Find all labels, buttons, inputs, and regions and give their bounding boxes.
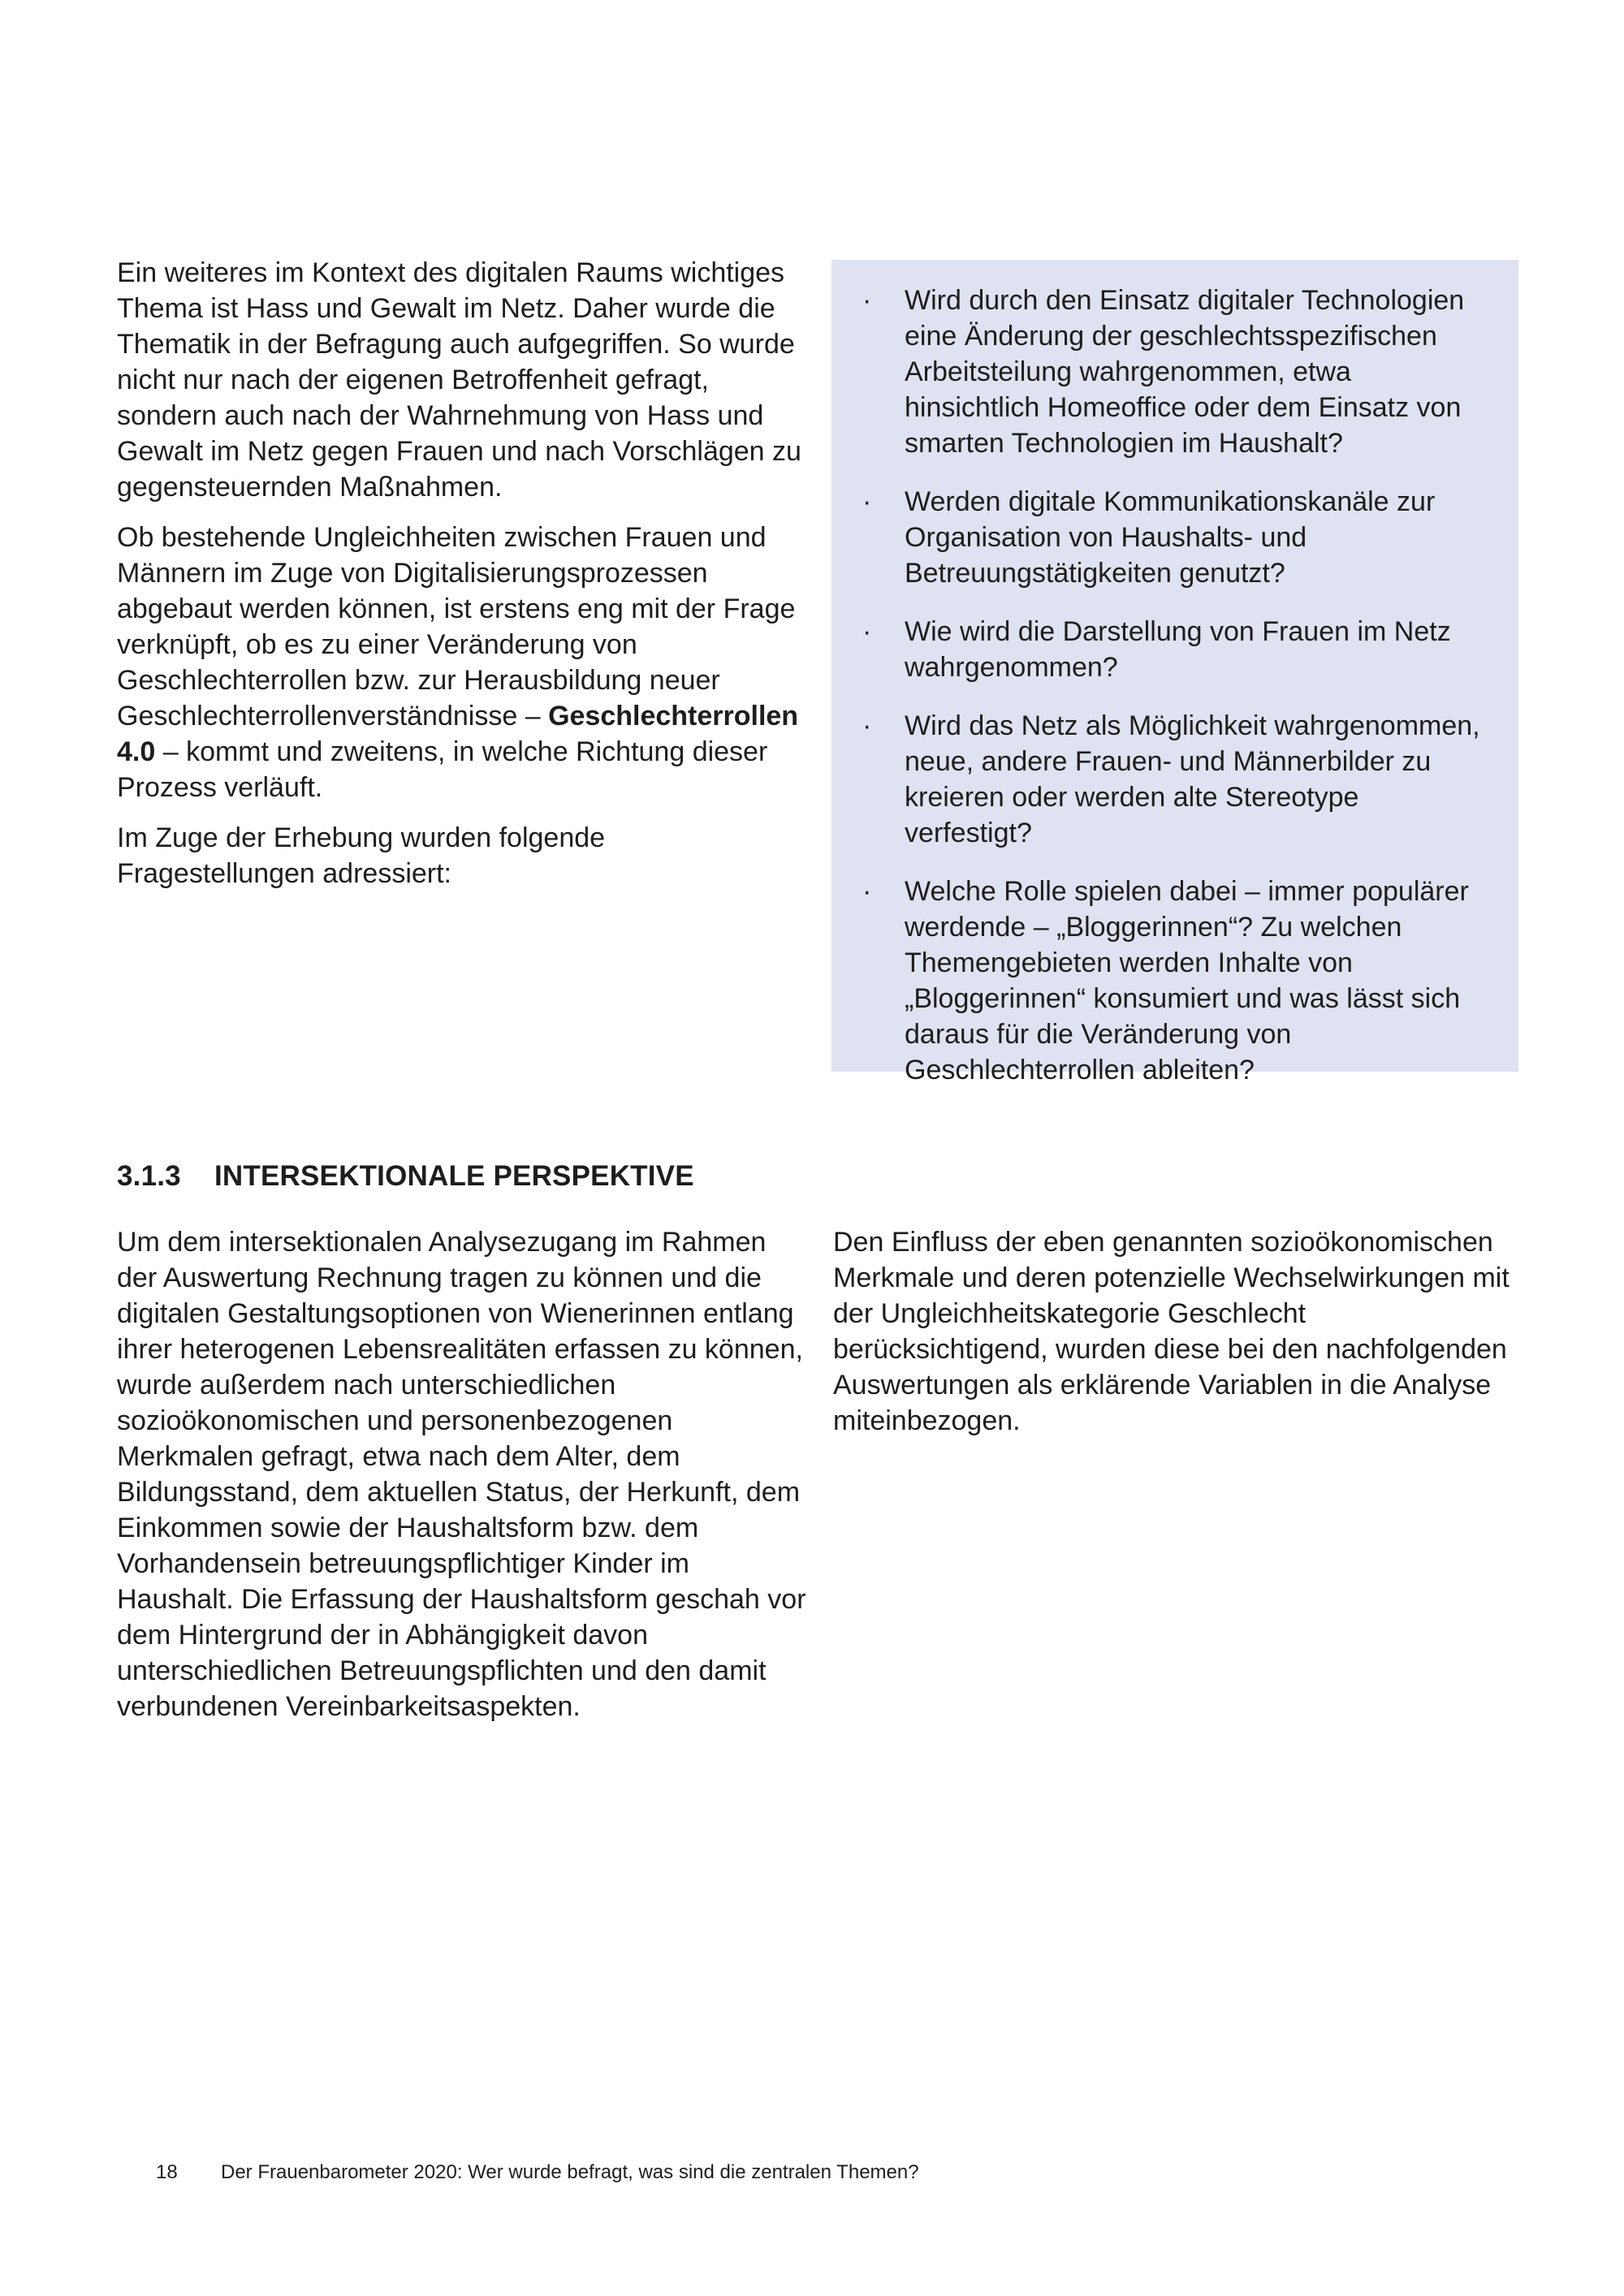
intro-column: [117, 255, 807, 906]
bullet-icon: ·: [862, 285, 872, 316]
intro-paragraph-hate-speech: Ein weiteres im Kontext des digitalen Raums wichtiges Thema ist Hass und Gewalt im Netz. Daher wurde die Thematik in der Befragung auch aufgegriffen. So wurde nicht nur nach der eigenen Betroffenheit gefragt, sondern auch nach der Wahrnehmung von Hass und Gewalt im Netz gegen Frauen und nach Vorschlägen zu gegensteuernden Maßnahmen.: [117, 257, 801, 503]
gender-roles-text-before: Ob bestehende Ungleichheiten zwischen Frauen und Männern im Zuge von Digitalisierungsprozessen abgebaut werden können, ist erstens eng mit der Frage verknüpft, ob es zu einer Veränderung von Geschlechterrollen bzw. zur Herausbildung neuer Geschlechterrollenverständnisse –: [117, 522, 796, 732]
list-item: [853, 283, 1486, 461]
list-item: [853, 874, 1486, 1088]
research-questions-box: [831, 260, 1518, 1085]
research-questions-list: [853, 283, 1486, 1088]
list-item: [853, 614, 1486, 685]
section-heading: [117, 1158, 694, 1195]
question-text: Welche Rolle spielen dabei – immer populärer werdende – „Bloggerinnen“? Zu welchen Themengebieten werden Inhalte von „Bloggerinnen“ konsumiert und was lässt sich daraus für die Veränderung von Geschlechterrollen ableiten?: [905, 876, 1469, 1085]
bullet-icon: ·: [862, 710, 872, 741]
section-body-left-column: [117, 1224, 807, 1739]
question-text: Werden digitale Kommunikationskanäle zur Organisation von Haushalts- und Betreuungstätigkeiten genutzt?: [905, 486, 1436, 589]
page-number: 18: [156, 2161, 178, 2183]
intro-paragraph-gender-roles: [117, 520, 807, 805]
question-text: Wie wird die Darstellung von Frauen im Netz wahrgenommen?: [905, 616, 1451, 683]
question-text: Wird das Netz als Möglichkeit wahrgenommen, neue, andere Frauen- und Männerbilder zu kreieren oder werden alte Stereotype verfestigt?: [905, 710, 1480, 848]
bullet-icon: ·: [862, 486, 872, 517]
gender-roles-bold-term: Geschlechterrollen 4.0: [117, 701, 799, 767]
variables-paragraph: Den Einfluss der eben genannten sozioökonomischen Merkmale und deren potenzielle Wechselwirkungen mit der Ungleichheitskategorie Geschlecht berücksichtigend, wurden diese bei den nachfolgenden Auswertungen als erklärende Variablen in die Analyse miteinbezogen.: [833, 1227, 1510, 1436]
bullet-icon: ·: [862, 876, 872, 907]
intro-paragraph-questions-lead: Im Zuge der Erhebung wurden folgende Fragestellungen adressiert:: [117, 822, 606, 889]
list-item: [853, 484, 1486, 591]
question-text: Wird durch den Einsatz digitaler Technologien eine Änderung der geschlechtsspezifischen Arbeitsteilung wahrgenommen, etwa hinsichtlich Homeoffice oder dem Einsatz von smarten Technologien im Haushalt?: [905, 285, 1465, 459]
section-body-right-column: [833, 1224, 1520, 1453]
list-item: [853, 708, 1486, 851]
section-title: INTERSEKTIONALE PERSPEKTIVE: [214, 1160, 694, 1192]
intersectional-paragraph: Um dem intersektionalen Analysezugang im Rahmen der Auswertung Rechnung tragen zu können und die digitalen Gestaltungsoptionen von Wienerinnen entlang ihrer heterogenen Lebensrealitäten erfassen zu können, wurde außerdem nach unterschiedlichen sozioökonomischen und personenbezogenen Merkmalen gefragt, etwa nach dem Alter, dem Bildungsstand, dem aktuellen Status, der Herkunft, dem Einkommen sowie der Haushaltsform bzw. dem Vorhandensein betreuungspflichtiger Kinder im Haushalt. Die Erfassung der Haushaltsform geschah vor dem Hintergrund der in Abhängigkeit davon unterschiedlichen Betreuungspflichten und den damit verbundenen Vereinbarkeitsaspekten.: [117, 1227, 806, 1722]
running-title: Der Frauenbarometer 2020: Wer wurde befragt, was sind die zentralen Themen?: [221, 2161, 919, 2183]
section-number: 3.1.3: [117, 1160, 181, 1192]
page-footer: [156, 2160, 919, 2186]
bullet-icon: ·: [862, 616, 872, 647]
gender-roles-text-after: – kommt und zweitens, in welche Richtung dieser Prozess verläuft.: [117, 736, 768, 803]
